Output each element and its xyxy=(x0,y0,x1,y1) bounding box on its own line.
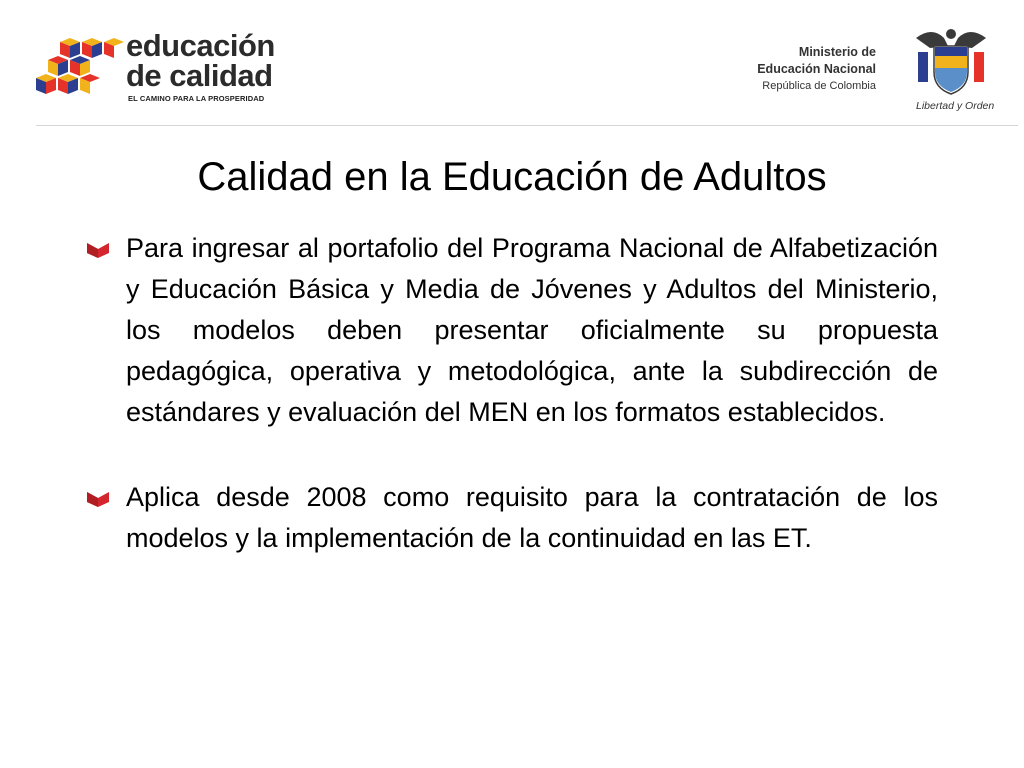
brand-line-2: de calidad xyxy=(126,58,273,93)
educacion-de-calidad-logo xyxy=(34,28,294,108)
ministry-line-1: Ministerio de xyxy=(798,45,876,59)
brand-tagline: EL CAMINO PARA LA PROSPERIDAD xyxy=(128,94,265,103)
colombia-coat-of-arms-icon xyxy=(912,24,990,98)
slide-title: Calidad en la Educación de Adultos xyxy=(197,155,827,199)
ministry-name xyxy=(716,44,876,95)
motto: Libertad y Orden xyxy=(916,100,995,112)
ministry-line-2: Educación Nacional xyxy=(757,62,876,76)
bullet-text: Aplica desde 2008 como requisito para la contratación de los modelos y la implementación de la continuidad en las ET. xyxy=(126,482,938,553)
header-divider xyxy=(36,125,1018,126)
ministerio-logo xyxy=(757,24,1000,120)
bullet-text: Para ingresar al portafolio del Programa Nacional de Alfabetización y Educación Básica y Media de Jóvenes y Adultos del Ministerio, los modelos deben presentar oficialmente su propuesta pedagógica, operativa y metodológica, ante la subdirección de estándares y evaluación del MEN en los formatos establecidos. xyxy=(126,233,938,427)
bullet-list xyxy=(86,228,938,559)
brand-line-1: educación xyxy=(126,28,275,63)
list-item xyxy=(86,477,938,559)
colored-cubes-icon xyxy=(34,38,124,108)
ministry-line-3: República de Colombia xyxy=(762,80,876,92)
ribbon-bullet-icon xyxy=(86,490,110,508)
ribbon-bullet-icon xyxy=(86,241,110,259)
list-item xyxy=(86,228,938,433)
